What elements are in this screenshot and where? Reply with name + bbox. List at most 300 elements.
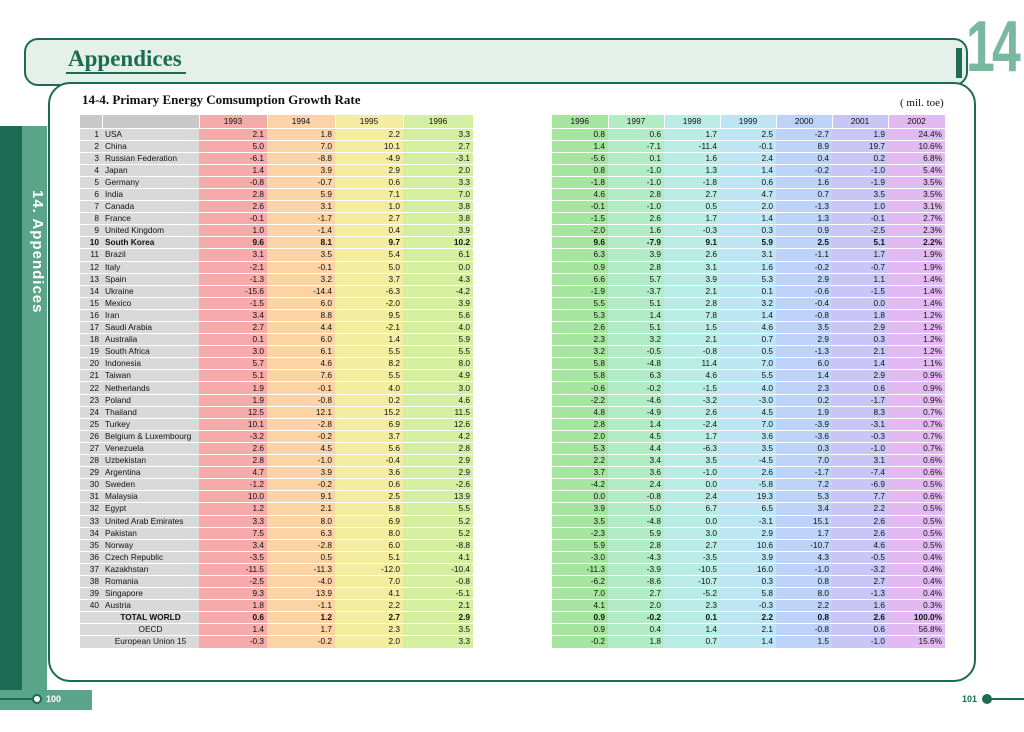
growth-value: -1.7 — [776, 467, 832, 479]
growth-value: 0.3 — [720, 225, 776, 237]
table-row — [552, 285, 945, 297]
table-row — [80, 334, 473, 346]
growth-value: 0.8 — [776, 575, 832, 587]
table-row — [80, 406, 473, 418]
table-row — [80, 309, 473, 321]
table-row — [552, 237, 945, 249]
table-row — [552, 503, 945, 515]
table-row — [552, 418, 945, 430]
country-name: Turkey — [102, 418, 199, 430]
growth-value: 1.8 — [199, 600, 267, 612]
growth-value: -1.0 — [832, 636, 888, 648]
growth-value: 2.5 — [720, 128, 776, 140]
growth-value: 1.1% — [888, 358, 945, 370]
growth-value: 2.1 — [664, 285, 720, 297]
growth-value: 2.6 — [608, 213, 664, 225]
growth-value: -1.2 — [199, 479, 267, 491]
growth-value: 3.1% — [888, 201, 945, 213]
country-name: Indonesia — [102, 358, 199, 370]
table-row — [552, 188, 945, 200]
growth-value: 11.4 — [664, 358, 720, 370]
right-growth-table — [552, 115, 946, 649]
growth-value: 2.7 — [608, 588, 664, 600]
growth-value: 0.3 — [720, 575, 776, 587]
row-number: 2 — [80, 140, 102, 152]
table-row — [552, 322, 945, 334]
growth-value: 6.7 — [664, 503, 720, 515]
growth-value: -1.0 — [608, 176, 664, 188]
growth-value: 0.7% — [888, 406, 945, 418]
table-row — [80, 213, 473, 225]
growth-value: 0.3% — [888, 600, 945, 612]
growth-value: 3.9 — [403, 225, 473, 237]
table-row — [80, 491, 473, 503]
growth-value: -3.2 — [664, 394, 720, 406]
growth-value: 1.4 — [720, 164, 776, 176]
growth-value: 3.9 — [608, 249, 664, 261]
growth-value: 0.1 — [199, 334, 267, 346]
growth-value: -1.7 — [267, 213, 335, 225]
growth-value: -3.2 — [199, 430, 267, 442]
growth-value: -1.7 — [832, 394, 888, 406]
table-row — [552, 213, 945, 225]
row-number: 17 — [80, 322, 102, 334]
growth-value: 7.0 — [720, 418, 776, 430]
growth-value: 2.9 — [403, 612, 473, 624]
growth-value: 2.9 — [403, 467, 473, 479]
growth-value: 3.7 — [335, 430, 403, 442]
growth-value: 2.8 — [608, 539, 664, 551]
growth-value: 1.2% — [888, 334, 945, 346]
table-row — [552, 527, 945, 539]
growth-value: 7.7 — [832, 491, 888, 503]
growth-value: 2.3 — [664, 600, 720, 612]
table-row — [552, 370, 945, 382]
growth-value: 0.6 — [335, 479, 403, 491]
table-row — [80, 588, 473, 600]
table-row — [80, 237, 473, 249]
growth-value: 2.9 — [403, 455, 473, 467]
growth-value: 8.0 — [403, 358, 473, 370]
table-row — [80, 515, 473, 527]
growth-value: 0.9 — [552, 612, 608, 624]
growth-value: 0.6 — [608, 128, 664, 140]
table-row — [552, 261, 945, 273]
growth-value: -2.1 — [199, 261, 267, 273]
growth-value: 4.1 — [335, 588, 403, 600]
growth-value: 1.7 — [267, 624, 335, 636]
growth-value: 1.4 — [776, 370, 832, 382]
table-row — [552, 600, 945, 612]
growth-value: 1.2% — [888, 346, 945, 358]
growth-value: 4.6 — [403, 394, 473, 406]
row-number — [80, 624, 102, 636]
growth-value: -14.4 — [267, 285, 335, 297]
growth-value: 0.2 — [776, 394, 832, 406]
growth-value: 2.1 — [832, 346, 888, 358]
country-name: Thailand — [102, 406, 199, 418]
growth-value: -4.3 — [608, 551, 664, 563]
growth-value: 0.4 — [335, 225, 403, 237]
growth-value: 2.2 — [832, 503, 888, 515]
growth-value: -1.5 — [199, 297, 267, 309]
table-row — [552, 176, 945, 188]
table-row — [80, 539, 473, 551]
growth-value: -3.1 — [720, 515, 776, 527]
growth-value: -0.4 — [335, 455, 403, 467]
growth-value: 0.7% — [888, 430, 945, 442]
growth-value: -0.2 — [552, 636, 608, 648]
growth-value: -0.8 — [608, 491, 664, 503]
growth-value: 3.9 — [664, 273, 720, 285]
growth-value: 1.5 — [776, 636, 832, 648]
country-name: Ukraine — [102, 285, 199, 297]
growth-value: 1.2 — [267, 612, 335, 624]
growth-value: 1.7 — [776, 527, 832, 539]
chapter-number: 14 — [966, 7, 1018, 87]
growth-value: 0.4% — [888, 551, 945, 563]
growth-value: -2.2 — [552, 394, 608, 406]
growth-value: -5.8 — [720, 479, 776, 491]
growth-value: 1.7 — [664, 213, 720, 225]
growth-value: 1.6 — [608, 225, 664, 237]
growth-value: 3.3 — [403, 636, 473, 648]
growth-value: 4.3 — [776, 551, 832, 563]
growth-value: 2.1 — [267, 503, 335, 515]
row-number: 1 — [80, 128, 102, 140]
country-name: Austria — [102, 600, 199, 612]
row-number: 34 — [80, 527, 102, 539]
table-row — [80, 503, 473, 515]
growth-value: 10.0 — [199, 491, 267, 503]
footer-right-line — [990, 698, 1024, 700]
growth-value: 5.4% — [888, 164, 945, 176]
growth-value: 5.9 — [267, 188, 335, 200]
growth-value: -11.5 — [199, 563, 267, 575]
country-name: Kazakhstan — [102, 563, 199, 575]
growth-value: -8.6 — [608, 575, 664, 587]
table-row — [552, 406, 945, 418]
growth-value: 6.5 — [720, 503, 776, 515]
growth-value: 4.7 — [720, 188, 776, 200]
growth-value: 2.7 — [335, 213, 403, 225]
growth-value: 4.5 — [720, 406, 776, 418]
growth-value: 10.1 — [335, 140, 403, 152]
growth-value: 2.2 — [552, 455, 608, 467]
growth-value: 2.6 — [552, 322, 608, 334]
growth-value: -4.2 — [552, 479, 608, 491]
growth-value: -4.6 — [608, 394, 664, 406]
growth-value: 9.3 — [199, 588, 267, 600]
row-number: 22 — [80, 382, 102, 394]
table-row — [80, 575, 473, 587]
growth-value: 13.9 — [267, 588, 335, 600]
side-tab — [0, 126, 22, 700]
growth-value: 2.3 — [335, 624, 403, 636]
growth-value: 5.5 — [335, 370, 403, 382]
growth-value: 4.0 — [335, 382, 403, 394]
growth-value: 1.4% — [888, 273, 945, 285]
growth-value: 7.1 — [335, 188, 403, 200]
table-row — [80, 467, 473, 479]
table-row — [552, 297, 945, 309]
growth-value: -1.3 — [776, 201, 832, 213]
row-number: 37 — [80, 563, 102, 575]
growth-value: 2.8 — [608, 188, 664, 200]
growth-value: 10.2 — [403, 237, 473, 249]
growth-value: 5.0 — [608, 503, 664, 515]
growth-value: 3.9 — [720, 551, 776, 563]
growth-value: 2.6 — [720, 467, 776, 479]
growth-value: -10.4 — [403, 563, 473, 575]
title-underline — [66, 72, 186, 74]
footer-left-dot — [32, 694, 42, 704]
growth-value: -3.1 — [832, 418, 888, 430]
growth-value: 10.6 — [720, 539, 776, 551]
growth-value: -12.0 — [335, 563, 403, 575]
growth-value: 1.0 — [199, 225, 267, 237]
growth-value: 0.9% — [888, 370, 945, 382]
growth-value: 2.0 — [335, 636, 403, 648]
growth-value: 5.2 — [403, 527, 473, 539]
growth-value: 5.1 — [832, 237, 888, 249]
growth-value: 2.3 — [552, 334, 608, 346]
growth-value: 8.0 — [776, 588, 832, 600]
growth-value: 2.9 — [720, 527, 776, 539]
growth-value: 3.6 — [720, 430, 776, 442]
growth-value: 3.1 — [664, 261, 720, 273]
growth-value: -0.8 — [403, 575, 473, 587]
growth-value: -2.1 — [335, 322, 403, 334]
table-row — [80, 479, 473, 491]
row-number: 27 — [80, 442, 102, 454]
growth-value: 2.9 — [776, 334, 832, 346]
table-row — [80, 261, 473, 273]
growth-value: -2.3 — [552, 527, 608, 539]
growth-value: -7.9 — [608, 237, 664, 249]
growth-value: 0.5 — [267, 551, 335, 563]
row-number: 8 — [80, 213, 102, 225]
growth-value: 1.1 — [832, 273, 888, 285]
growth-value: -1.1 — [776, 249, 832, 261]
growth-value: 2.8 — [664, 297, 720, 309]
growth-value: 0.6 — [832, 624, 888, 636]
growth-value: 3.2 — [267, 273, 335, 285]
growth-value: -10.5 — [664, 563, 720, 575]
growth-value: 19.3 — [720, 491, 776, 503]
growth-value: 6.0 — [335, 539, 403, 551]
growth-value: 100.0% — [888, 612, 945, 624]
growth-value: 0.3 — [832, 334, 888, 346]
growth-value: 2.7 — [664, 539, 720, 551]
growth-value: -2.8 — [267, 418, 335, 430]
growth-value: -5.1 — [403, 588, 473, 600]
growth-value: 4.9 — [403, 370, 473, 382]
row-number: 23 — [80, 394, 102, 406]
growth-value: -0.7 — [267, 176, 335, 188]
growth-value: 5.5 — [720, 370, 776, 382]
country-name: Italy — [102, 261, 199, 273]
table-row — [552, 624, 945, 636]
country-name: Belgium & Luxembourg — [102, 430, 199, 442]
growth-value: -1.5 — [552, 213, 608, 225]
table-row — [80, 152, 473, 164]
growth-value: 6.9 — [335, 515, 403, 527]
growth-value: 3.5 — [267, 249, 335, 261]
table-row — [80, 140, 473, 152]
growth-value: 2.2 — [720, 612, 776, 624]
growth-value: -8.8 — [403, 539, 473, 551]
growth-value: -1.0 — [832, 442, 888, 454]
growth-value: -4.0 — [267, 575, 335, 587]
growth-value: 13.9 — [403, 491, 473, 503]
growth-value: -11.3 — [267, 563, 335, 575]
table-row — [552, 442, 945, 454]
table-row — [80, 201, 473, 213]
growth-value: 9.6 — [199, 237, 267, 249]
growth-value: 2.1 — [664, 334, 720, 346]
growth-value: -0.8 — [199, 176, 267, 188]
growth-value: 0.5% — [888, 527, 945, 539]
table-row — [552, 358, 945, 370]
growth-value: 2.6 — [199, 442, 267, 454]
growth-value: 6.0 — [267, 297, 335, 309]
row-number: 38 — [80, 575, 102, 587]
growth-value: -1.3 — [832, 588, 888, 600]
growth-value: 8.0 — [267, 515, 335, 527]
column-header: 2002 — [888, 115, 945, 128]
country-name: Malaysia — [102, 491, 199, 503]
growth-value: -0.3 — [720, 600, 776, 612]
row-number: 19 — [80, 346, 102, 358]
row-number: 5 — [80, 176, 102, 188]
growth-value: -0.4 — [776, 297, 832, 309]
growth-value: 1.9 — [199, 394, 267, 406]
growth-value: -0.1 — [267, 382, 335, 394]
growth-value: 1.4 — [720, 309, 776, 321]
growth-value: 1.4 — [608, 309, 664, 321]
table-row — [80, 418, 473, 430]
growth-value: 12.5 — [199, 406, 267, 418]
growth-value: 15.6% — [888, 636, 945, 648]
growth-value: 2.9 — [832, 370, 888, 382]
growth-value: 5.1 — [335, 551, 403, 563]
growth-value: 1.4 — [832, 358, 888, 370]
growth-value: 8.8 — [267, 309, 335, 321]
growth-value: -3.6 — [776, 430, 832, 442]
growth-value: 3.1 — [720, 249, 776, 261]
row-number: 12 — [80, 261, 102, 273]
growth-value: -2.5 — [832, 225, 888, 237]
growth-value: -0.1 — [267, 261, 335, 273]
row-number: 7 — [80, 201, 102, 213]
growth-value: 3.5% — [888, 188, 945, 200]
growth-value: 5.5 — [403, 503, 473, 515]
growth-value: 0.7% — [888, 442, 945, 454]
table-row — [80, 249, 473, 261]
growth-value: -1.3 — [199, 273, 267, 285]
growth-value: 0.5% — [888, 539, 945, 551]
country-name: Singapore — [102, 588, 199, 600]
growth-value: -2.4 — [664, 418, 720, 430]
growth-value: 0.5% — [888, 479, 945, 491]
growth-value: -6.3 — [335, 285, 403, 297]
growth-value: 1.0 — [335, 201, 403, 213]
table-row — [552, 394, 945, 406]
chapter-bar — [956, 48, 962, 78]
growth-value: 3.3 — [403, 128, 473, 140]
growth-value: 1.2% — [888, 309, 945, 321]
growth-value: 4.5 — [267, 442, 335, 454]
country-name: OECD — [102, 624, 199, 636]
growth-value: 4.0 — [720, 382, 776, 394]
growth-value: 5.5 — [403, 346, 473, 358]
growth-value: -1.5 — [832, 285, 888, 297]
growth-value: 2.0 — [720, 201, 776, 213]
growth-value: -3.9 — [776, 418, 832, 430]
growth-value: -11.3 — [552, 563, 608, 575]
growth-value: 3.0 — [403, 382, 473, 394]
country-name: Russian Federation — [102, 152, 199, 164]
growth-value: 0.5 — [664, 201, 720, 213]
growth-value: 4.1 — [552, 600, 608, 612]
growth-value: -1.1 — [267, 600, 335, 612]
growth-value: 2.9 — [832, 322, 888, 334]
growth-value: 9.1 — [664, 237, 720, 249]
growth-value: 2.1 — [199, 128, 267, 140]
growth-value: 15.1 — [776, 515, 832, 527]
country-name: Norway — [102, 539, 199, 551]
growth-value: 7.8 — [664, 309, 720, 321]
growth-value: 2.4 — [608, 479, 664, 491]
growth-value: 0.0 — [664, 479, 720, 491]
growth-value: 3.8 — [403, 213, 473, 225]
row-number: 32 — [80, 503, 102, 515]
growth-value: 1.4 — [199, 624, 267, 636]
growth-value: -1.0 — [664, 467, 720, 479]
growth-value: -0.2 — [267, 636, 335, 648]
growth-value: -3.7 — [608, 285, 664, 297]
growth-value: 10.6% — [888, 140, 945, 152]
side-tab-label: 14. Appendices — [29, 190, 46, 314]
growth-value: 0.9% — [888, 394, 945, 406]
table-row — [552, 551, 945, 563]
growth-value: 3.6 — [335, 467, 403, 479]
table-row — [80, 128, 473, 140]
growth-value: 5.3 — [776, 491, 832, 503]
growth-value: 16.0 — [720, 563, 776, 575]
growth-value: 1.8 — [267, 128, 335, 140]
page-title: Appendices — [68, 46, 182, 71]
table-row — [552, 430, 945, 442]
growth-value: 3.5 — [403, 624, 473, 636]
growth-value: 0.0 — [664, 515, 720, 527]
table-row — [80, 188, 473, 200]
growth-value: 6.3 — [267, 527, 335, 539]
table-row — [80, 636, 473, 648]
right-header-row — [552, 115, 945, 128]
table-row — [80, 600, 473, 612]
row-number — [80, 612, 102, 624]
growth-value: 5.3 — [552, 442, 608, 454]
row-number: 18 — [80, 334, 102, 346]
growth-value: -4.5 — [720, 455, 776, 467]
column-header: 1999 — [720, 115, 776, 128]
growth-value: 2.3% — [888, 225, 945, 237]
growth-value: 1.4 — [608, 418, 664, 430]
column-header: 2001 — [832, 115, 888, 128]
growth-value: 2.9 — [776, 273, 832, 285]
